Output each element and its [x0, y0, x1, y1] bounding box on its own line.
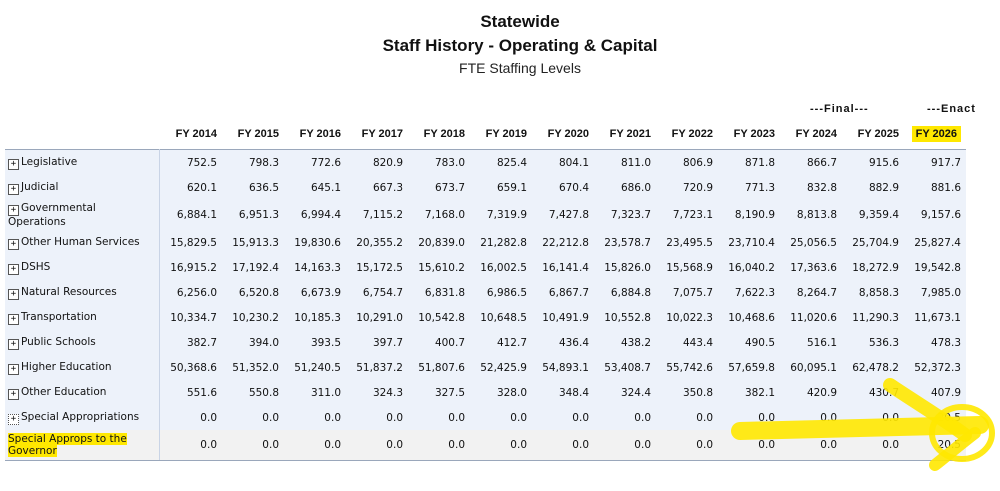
value-cell: 7,723.1 — [672, 209, 713, 221]
table-row — [5, 200, 966, 230]
row-label[interactable] — [5, 380, 160, 405]
value-cell: 15,568.9 — [666, 261, 713, 274]
value-cell: 536.3 — [868, 336, 899, 349]
value-cell: 23,578.7 — [604, 236, 651, 249]
value-cell: 382.7 — [186, 336, 217, 349]
value-cell: 17,192.4 — [232, 261, 279, 274]
row-label[interactable] — [5, 430, 160, 461]
value-cell: 645.1 — [310, 181, 341, 194]
value-cell: 10,491.9 — [542, 311, 589, 324]
table-row — [5, 305, 966, 330]
value-cell: 20,839.0 — [418, 236, 465, 249]
expand-icon[interactable]: + — [8, 239, 19, 250]
name-column-header — [5, 118, 160, 150]
value-cell: 783.0 — [408, 150, 470, 176]
value-cell: 23,495.5 — [666, 236, 713, 249]
row-label[interactable] — [5, 200, 160, 230]
value-cell: 0.0 — [346, 430, 408, 461]
row-label-text: Transportation — [21, 310, 97, 323]
value-cell: 15,826.0 — [604, 261, 651, 274]
value-cell: 0.0 — [718, 430, 780, 461]
value-cell: 397.7 — [372, 336, 403, 349]
value-cell: 50,368.6 — [170, 361, 217, 374]
row-label[interactable] — [5, 175, 160, 200]
value-cell: 771.3 — [744, 181, 775, 194]
row-label[interactable] — [5, 330, 160, 355]
value-cell: 52,372.3 — [914, 361, 961, 374]
value-cell: 6,867.7 — [548, 286, 589, 299]
value-cell: 0.0 — [532, 430, 594, 461]
value-cell: 19,830.6 — [294, 236, 341, 249]
value-cell: 407.9 — [930, 386, 961, 399]
value-cell: 825.4 — [470, 150, 532, 176]
value-cell: 7,323.7 — [610, 209, 651, 221]
column-header: FY 2020 — [547, 127, 589, 140]
row-label[interactable] — [5, 230, 160, 255]
value-cell: 10,468.6 — [728, 311, 775, 324]
value-cell: 25,056.5 — [790, 236, 837, 249]
value-cell: 22,212.8 — [542, 236, 589, 249]
value-cell: 0.0 — [594, 430, 656, 461]
column-header: FY 2022 — [671, 127, 713, 140]
value-cell: 25,827.4 — [914, 236, 961, 249]
expand-icon[interactable]: + — [8, 205, 19, 216]
value-cell: 772.6 — [284, 150, 346, 176]
value-cell: 430.7 — [868, 386, 899, 399]
value-cell: 917.7 — [904, 150, 966, 176]
value-cell: 10,022.3 — [666, 311, 713, 324]
value-cell: 55,742.6 — [666, 361, 713, 374]
row-label-text: DSHS — [21, 260, 51, 273]
value-cell: 0.0 — [160, 430, 223, 461]
value-cell: 16,141.4 — [542, 261, 589, 274]
value-cell: 10,185.3 — [294, 311, 341, 324]
table-row — [5, 280, 966, 305]
value-cell: 670.4 — [558, 181, 589, 194]
table-row — [5, 405, 966, 430]
value-cell: 0.0 — [820, 411, 837, 424]
table-row — [5, 430, 966, 461]
expand-icon[interactable]: + — [8, 289, 19, 300]
column-header: FY 2021 — [609, 127, 651, 140]
value-cell: 51,240.5 — [294, 361, 341, 374]
value-cell: 0.0 — [262, 411, 279, 424]
value-cell: 6,986.5 — [486, 286, 527, 299]
value-cell: 348.4 — [558, 386, 589, 399]
table-row — [5, 175, 966, 200]
value-cell: 0.0 — [222, 430, 284, 461]
value-cell: 6,831.8 — [424, 286, 465, 299]
row-label-text: Judicial — [21, 180, 59, 193]
value-cell: 10,552.8 — [604, 311, 651, 324]
expand-icon[interactable]: + — [8, 184, 19, 195]
row-label-text: Higher Education — [21, 360, 112, 373]
report-caption: FTE Staffing Levels — [459, 60, 581, 76]
table-row — [5, 150, 966, 176]
value-cell: 0.0 — [448, 411, 465, 424]
value-cell: 54,893.1 — [542, 361, 589, 374]
value-cell: 324.4 — [620, 386, 651, 399]
value-cell: 52,425.9 — [480, 361, 527, 374]
value-cell: 393.5 — [310, 336, 341, 349]
value-cell: 0.0 — [842, 430, 904, 461]
row-label[interactable] — [5, 280, 160, 305]
value-cell: 10,542.8 — [418, 311, 465, 324]
value-cell: 443.4 — [682, 336, 713, 349]
value-cell: 18,272.9 — [852, 261, 899, 274]
row-label-text: Other Education — [21, 385, 107, 398]
value-cell: 11,290.3 — [852, 311, 899, 324]
column-header-highlighted: FY 2026 — [904, 118, 966, 150]
value-cell: 10,230.2 — [232, 311, 279, 324]
row-label-text: Special Appropriations — [21, 410, 140, 423]
value-cell: 6,994.4 — [300, 209, 341, 221]
value-cell: 436.4 — [558, 336, 589, 349]
value-cell: 8,264.7 — [796, 286, 837, 299]
row-label-text: Natural Resources — [21, 285, 117, 298]
table-row — [5, 355, 966, 380]
value-cell: 382.1 — [744, 386, 775, 399]
value-cell: 550.8 — [248, 386, 279, 399]
value-cell: 15,829.5 — [170, 236, 217, 249]
value-cell: 752.5 — [160, 150, 223, 176]
value-cell: 7,075.7 — [672, 286, 713, 299]
value-cell: 60,095.1 — [790, 361, 837, 374]
column-header: FY 2016 — [299, 127, 341, 140]
value-cell: 324.3 — [372, 386, 403, 399]
value-cell: 673.7 — [434, 181, 465, 194]
row-label[interactable] — [5, 305, 160, 330]
value-cell: 10,291.0 — [356, 311, 403, 324]
final-group-label: ---Final--- — [810, 103, 869, 115]
value-cell: 20.5 — [904, 430, 966, 461]
value-cell: 11,020.6 — [790, 311, 837, 324]
value-cell: 327.5 — [434, 386, 465, 399]
value-cell: 667.3 — [372, 181, 403, 194]
report-subtitle: Staff History - Operating & Capital — [382, 36, 658, 55]
table-row — [5, 230, 966, 255]
value-cell: 686.0 — [620, 181, 651, 194]
value-cell: 720.9 — [682, 181, 713, 194]
value-cell: 6,884.1 — [176, 209, 217, 221]
value-cell: 866.7 — [780, 150, 842, 176]
value-cell: 25,704.9 — [852, 236, 899, 249]
column-header: FY 2017 — [361, 127, 403, 140]
value-cell: 62,478.2 — [852, 361, 899, 374]
value-cell: 0.0 — [510, 411, 527, 424]
value-cell: 8,813.8 — [796, 209, 837, 221]
value-cell: 516.1 — [806, 336, 837, 349]
value-cell: 420.9 — [806, 386, 837, 399]
staffing-table — [5, 118, 966, 461]
value-cell: 328.0 — [496, 386, 527, 399]
value-cell: 16,002.5 — [480, 261, 527, 274]
value-cell: 659.1 — [496, 181, 527, 194]
value-cell: 14,163.3 — [294, 261, 341, 274]
value-cell: 394.0 — [248, 336, 279, 349]
value-cell: 0.0 — [386, 411, 403, 424]
value-cell: 8,190.9 — [734, 209, 775, 221]
value-cell: 10,334.7 — [170, 311, 217, 324]
value-cell: 0.0 — [780, 430, 842, 461]
value-cell: 19,542.8 — [914, 261, 961, 274]
column-header: FY 2014 — [175, 127, 217, 140]
expand-icon[interactable]: + — [8, 314, 19, 325]
value-cell: 6,520.8 — [238, 286, 279, 299]
value-cell: 490.5 — [744, 336, 775, 349]
value-cell: 20.5 — [937, 411, 961, 424]
value-cell: 11,673.1 — [914, 311, 961, 324]
value-cell: 0.0 — [284, 430, 346, 461]
expand-icon[interactable]: + — [8, 339, 19, 350]
value-cell: 820.9 — [346, 150, 408, 176]
row-label[interactable] — [5, 355, 160, 380]
value-cell: 20,355.2 — [356, 236, 403, 249]
value-cell: 7,622.3 — [734, 286, 775, 299]
value-cell: 51,807.6 — [418, 361, 465, 374]
value-cell: 438.2 — [620, 336, 651, 349]
row-label-text: Legislative — [21, 155, 78, 168]
value-cell: 57,659.8 — [728, 361, 775, 374]
value-cell: 350.8 — [682, 386, 713, 399]
column-header: FY 2025 — [857, 127, 899, 140]
value-cell: 7,319.9 — [486, 209, 527, 221]
value-cell: 23,710.4 — [728, 236, 775, 249]
column-header: FY 2023 — [733, 127, 775, 140]
value-cell: 9,157.6 — [920, 209, 961, 221]
value-cell: 915.6 — [842, 150, 904, 176]
value-cell: 881.6 — [930, 181, 961, 194]
value-cell: 0.0 — [572, 411, 589, 424]
value-cell: 15,610.2 — [418, 261, 465, 274]
expand-icon[interactable]: + — [8, 264, 19, 275]
value-cell: 551.6 — [186, 386, 217, 399]
report-title: Statewide — [480, 12, 560, 31]
value-cell: 811.0 — [594, 150, 656, 176]
expand-icon[interactable]: + — [8, 159, 19, 170]
table-row — [5, 380, 966, 405]
row-label[interactable] — [5, 150, 160, 176]
value-cell: 6,884.8 — [610, 286, 651, 299]
table-row — [5, 330, 966, 355]
value-cell: 798.3 — [222, 150, 284, 176]
value-cell: 620.1 — [186, 181, 217, 194]
value-cell: 51,352.0 — [232, 361, 279, 374]
column-header: FY 2018 — [423, 127, 465, 140]
value-cell: 0.0 — [324, 411, 341, 424]
expand-icon[interactable]: + — [8, 364, 19, 375]
value-cell: 7,115.2 — [362, 209, 403, 221]
value-cell: 0.0 — [200, 411, 217, 424]
value-cell: 6,256.0 — [176, 286, 217, 299]
value-cell: 311.0 — [310, 386, 341, 399]
value-cell: 0.0 — [696, 411, 713, 424]
value-cell: 832.8 — [806, 181, 837, 194]
value-cell: 412.7 — [496, 336, 527, 349]
value-cell: 6,673.9 — [300, 286, 341, 299]
value-cell: 51,837.2 — [356, 361, 403, 374]
value-cell: 0.0 — [470, 430, 532, 461]
column-header: FY 2024 — [795, 127, 837, 140]
value-cell: 806.9 — [656, 150, 718, 176]
value-cell: 21,282.8 — [480, 236, 527, 249]
value-cell: 10,648.5 — [480, 311, 527, 324]
value-cell: 16,915.2 — [170, 261, 217, 274]
value-cell: 400.7 — [434, 336, 465, 349]
value-cell: 871.8 — [718, 150, 780, 176]
value-cell: 804.1 — [532, 150, 594, 176]
value-cell: 6,754.7 — [362, 286, 403, 299]
enact-group-label: ---Enact — [927, 103, 976, 115]
value-cell: 9,359.4 — [858, 209, 899, 221]
column-header: FY 2019 — [485, 127, 527, 140]
header-row — [5, 118, 966, 150]
value-cell: 7,168.0 — [424, 209, 465, 221]
value-cell: 53,408.7 — [604, 361, 651, 374]
value-cell: 0.0 — [408, 430, 470, 461]
row-label-text: Public Schools — [21, 335, 96, 348]
value-cell: 0.0 — [882, 411, 899, 424]
value-cell: 8,858.3 — [858, 286, 899, 299]
value-cell: 0.0 — [634, 411, 651, 424]
value-cell: 478.3 — [930, 336, 961, 349]
row-label-text: Other Human Services — [21, 235, 140, 248]
value-cell: 7,985.0 — [920, 286, 961, 299]
expand-dotted-icon[interactable]: + — [8, 414, 19, 425]
value-cell: 15,172.5 — [356, 261, 403, 274]
table-row — [5, 255, 966, 280]
row-label-text: Special Approps to the Governor — [8, 433, 127, 457]
column-header: FY 2015 — [237, 127, 279, 140]
value-cell: 17,363.6 — [790, 261, 837, 274]
value-cell: 6,951.3 — [238, 209, 279, 221]
value-cell: 882.9 — [868, 181, 899, 194]
value-cell: 7,427.8 — [548, 209, 589, 221]
row-label[interactable] — [5, 255, 160, 280]
row-label[interactable] — [5, 405, 160, 430]
value-cell: 15,913.3 — [232, 236, 279, 249]
value-cell: 0.0 — [758, 411, 775, 424]
value-cell: 636.5 — [248, 181, 279, 194]
row-label-text: Governmental Operations — [8, 202, 96, 228]
value-cell: 0.0 — [656, 430, 718, 461]
expand-icon[interactable]: + — [8, 389, 19, 400]
value-cell: 16,040.2 — [728, 261, 775, 274]
